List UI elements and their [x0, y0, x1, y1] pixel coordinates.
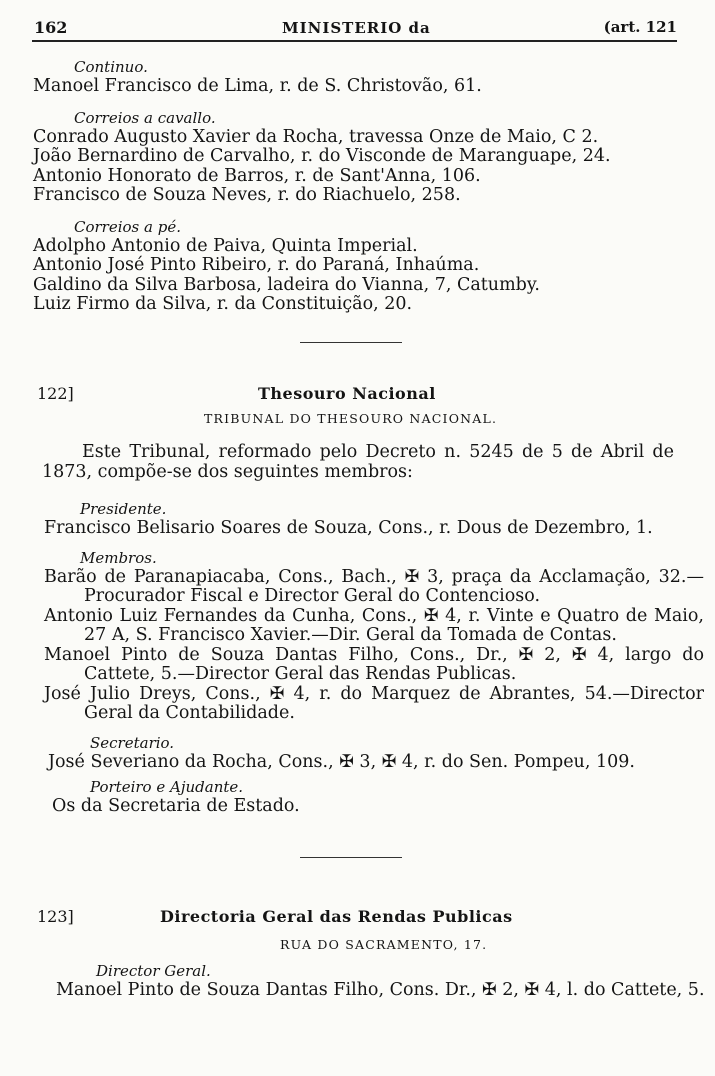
list-item: José Severiano da Rocha, Cons., ✠ 3, ✠ 4, r. do Sen. Pompeu, 109.	[48, 751, 635, 772]
page-number: 162	[34, 18, 68, 37]
list-item: Manoel Pinto de Souza Dantas Filho, Cons., Dr., ✠ 2, ✠ 4, largo do Cattete, 5.—Director Geral das Rendas Publicas.	[44, 644, 704, 684]
section-title: Directoria Geral das Rendas Publicas	[160, 907, 513, 926]
section-subtitle: RUA DO SACRAMENTO, 17.	[280, 937, 488, 952]
list-item: Luiz Firmo da Silva, r. da Constituição, 20.	[33, 294, 413, 314]
page-header	[32, 14, 677, 42]
article-reference: (art. 121	[603, 18, 677, 36]
directoria-staff	[0, 962, 715, 1001]
category-label: Porteiro e Ajudante.	[90, 778, 244, 796]
tribunal-members	[0, 500, 715, 817]
list-item: Manoel Francisco de Lima, r. de S. Christovão, 61.	[33, 76, 482, 96]
category-label: Continuo.	[74, 58, 148, 76]
category-label: Presidente.	[80, 500, 167, 518]
section-divider	[300, 342, 402, 343]
section-divider	[300, 857, 402, 858]
list-item: Antonio Honorato de Barros, r. de Sant'Anna, 106.	[33, 165, 481, 186]
category-label: Correios a pé.	[74, 217, 181, 236]
category-label: Director Geral.	[96, 962, 211, 980]
list-item: José Julio Dreys, Cons., ✠ 4, r. do Marquez de Abrantes, 54.—Director Geral da Contabilidade.	[44, 683, 704, 723]
list-item: Antonio José Pinto Ribeiro, r. do Paraná, Inhaúma.	[33, 255, 480, 275]
list-item: Manoel Pinto de Souza Dantas Filho, Cons. Dr., ✠ 2, ✠ 4, l. do Cattete, 5.	[56, 980, 705, 1000]
intro-paragraph: Este Tribunal, reformado pelo Decreto n. 5245 de 5 de Abril de 1873, compõe-se dos seguintes membros:	[42, 442, 674, 482]
section-number: 122]	[37, 384, 74, 403]
list-item: Barão de Paranapiacaba, Cons., Bach., ✠ 3, praça da Acclamação, 32.—Procurador Fiscal e Director Geral do Contencioso.	[44, 566, 704, 606]
running-title: MINISTERIO da	[282, 19, 431, 37]
list-item: Galdino da Silva Barbosa, ladeira do Vianna, 7, Catumby.	[33, 274, 540, 295]
section-121-continued	[0, 58, 715, 315]
category-label: Secretario.	[90, 733, 175, 752]
list-item: Adolpho Antonio de Paiva, Quinta Imperial.	[33, 235, 418, 256]
list-item: Os da Secretaria de Estado.	[52, 796, 300, 816]
category-label: Correios a cavallo.	[74, 108, 216, 127]
section-title: Thesouro Nacional	[258, 384, 436, 403]
list-item: João Bernardino de Carvalho, r. do Visconde de Maranguape, 24.	[33, 146, 611, 166]
section-subtitle: TRIBUNAL DO THESOURO NACIONAL.	[204, 411, 498, 426]
list-item: Antonio Luiz Fernandes da Cunha, Cons., ✠ 4, r. Vinte e Quatro de Maio, 27 A, S. Francisco Xavier.—Dir. Geral da Tomada de Contas.	[44, 605, 704, 645]
list-item: Francisco Belisario Soares de Souza, Cons., r. Dous de Dezembro, 1.	[44, 518, 653, 538]
section-number: 123]	[37, 907, 74, 926]
list-item: Conrado Augusto Xavier da Rocha, travessa Onze de Maio, C 2.	[33, 126, 599, 147]
category-label: Membros.	[80, 548, 157, 567]
list-item: Francisco de Souza Neves, r. do Riachuelo, 258.	[33, 185, 461, 205]
